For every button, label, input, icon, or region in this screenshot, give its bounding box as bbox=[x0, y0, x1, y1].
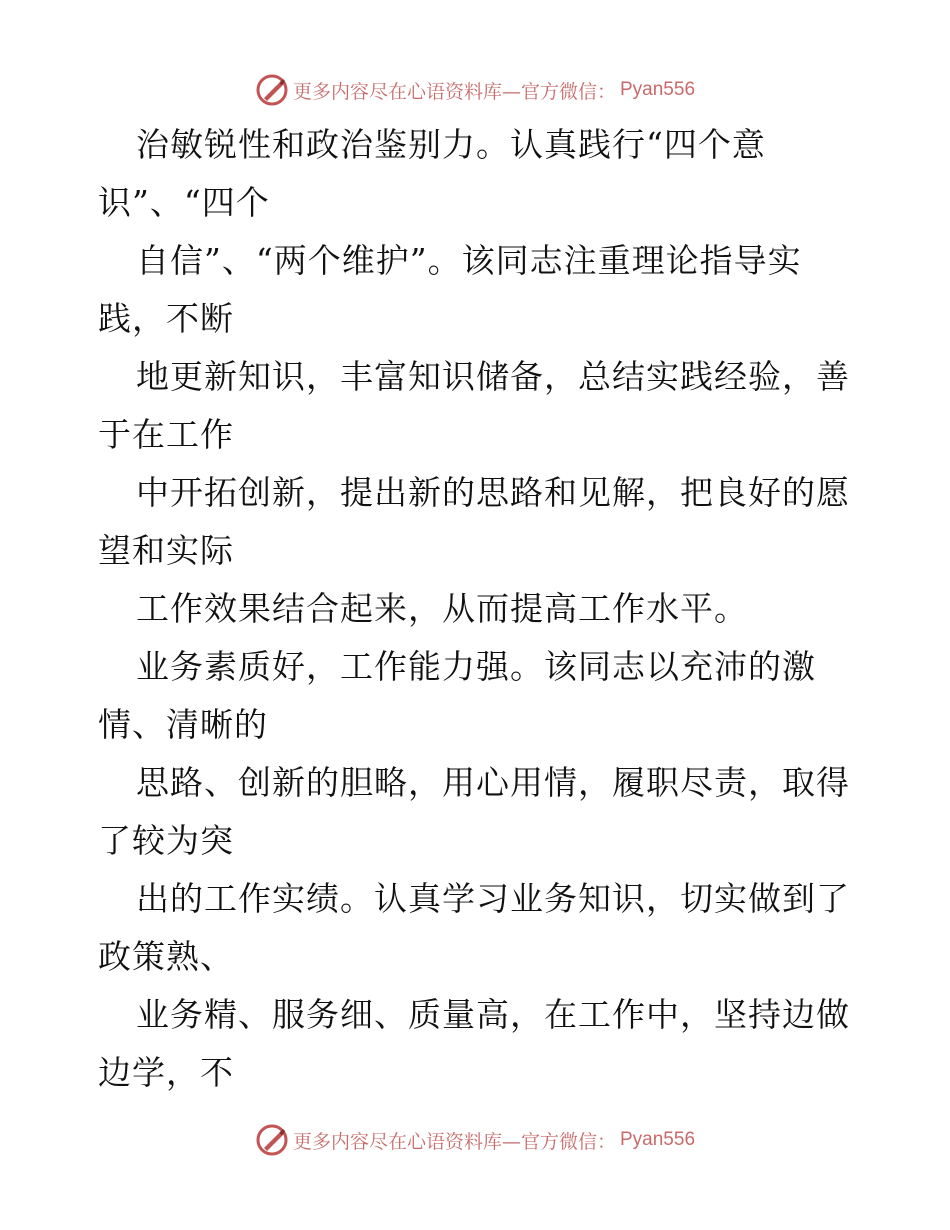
text-line: 工作效果结合起来，从而提高工作水平。 bbox=[136, 589, 748, 628]
text-line: 中开拓创新，提出新的思路和见解，把良好的愿 bbox=[136, 473, 850, 512]
text-line: 地更新知识，丰富知识储备，总结实践经验，善 bbox=[136, 357, 850, 396]
text-line: 自信”、“两个维护”。该同志注重理论指导实 bbox=[136, 241, 802, 280]
text-line: 识”、“四个 bbox=[98, 183, 270, 222]
text-line: 于在工作 bbox=[98, 415, 234, 454]
text-line: 边学，不 bbox=[98, 1053, 234, 1092]
footer-banner bbox=[0, 1120, 950, 1160]
footer-wechat-id: Pyan556 bbox=[620, 1129, 696, 1150]
text-line: 业务素质好，工作能力强。该同志以充沛的激 bbox=[136, 647, 816, 686]
document-body bbox=[98, 116, 858, 1102]
text-line: 情、清晰的 bbox=[98, 705, 268, 744]
text-line: 了较为突 bbox=[98, 821, 234, 860]
text-line: 业务精、服务细、质量高，在工作中，坚持边做 bbox=[136, 995, 850, 1034]
text-line: 践，不断 bbox=[98, 299, 234, 338]
header-wechat-id: Pyan556 bbox=[620, 79, 696, 100]
text-line: 思路、创新的胆略，用心用情，履职尽责，取得 bbox=[136, 763, 850, 802]
header-banner-text: 更多内容尽在心语资料库—官方微信： bbox=[292, 80, 616, 103]
text-line: 出的工作实绩。认真学习业务知识，切实做到了 bbox=[136, 879, 850, 918]
text-line: 治敏锐性和政治鉴别力。认真践行“四个意 bbox=[136, 125, 766, 164]
pen-logo-icon bbox=[255, 73, 289, 107]
text-line: 望和实际 bbox=[98, 531, 234, 570]
text-line: 政策熟、 bbox=[98, 937, 234, 976]
footer-banner-text: 更多内容尽在心语资料库—官方微信： bbox=[292, 1130, 616, 1153]
pen-logo-icon bbox=[255, 1123, 289, 1157]
header-banner bbox=[0, 70, 950, 110]
